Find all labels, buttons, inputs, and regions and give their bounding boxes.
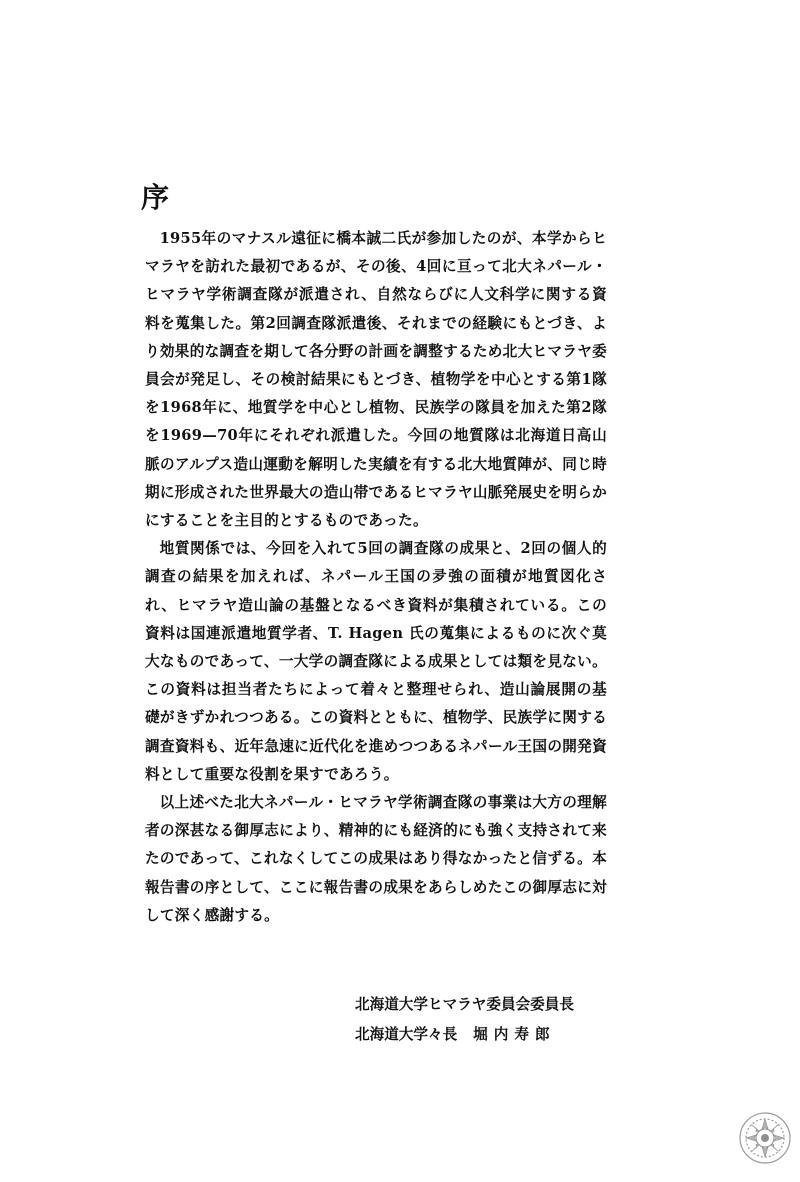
preface-body bbox=[145, 225, 607, 930]
signature-name: 堀内寿郎 bbox=[473, 1026, 556, 1043]
paragraph-3: 以上述べた北大ネパール・ヒマラヤ学術調査隊の事業は大方の理解者の深甚なる御厚志により、精神的にも経済的にも強く支持されて来たのであって、これなくしてこの成果はあり得なかったと信ずる。本報告書の序として、ここに報告書の成果をあらしめたこの御厚志に対して深く感謝する。 bbox=[145, 794, 607, 924]
page-title: 序 bbox=[141, 181, 172, 214]
signature-block bbox=[355, 990, 615, 1050]
signature-committee-title: 北海道大学ヒマラヤ委員会委員長 bbox=[355, 996, 574, 1013]
paragraph-1: 1955年のマナスル遠征に橋本誠二氏が参加したのが、本学からヒマラヤを訪れた最初であるが、その後、4回に亘って北大ネパール・ヒマラヤ学術調査隊が派遣され、自然ならびに人文科学に関する資料を蒐集した。第2回調査隊派遣後、それまでの経験にもとづき、より効果的な調査を期して各分野の計画を調整するため北大ヒマラヤ委員会が発足し、その検討結果にもとづき、植物学を中心とする第1隊を1968年に、地質学を中心とし植物、民族学の隊員を加えた第2隊を1969—70年にそれぞれ派遣した。今回の地質隊は北海道日高山脈のアルプス造山運動を解明した実績を有する北大地質陣が、同じ時期に形成された世界最大の造山帯であるヒマラヤ山脈発展史を明らかにすることを主目的とするものであった。 bbox=[145, 230, 607, 530]
signature-president-line bbox=[355, 1020, 615, 1050]
paragraph-2: 地質関係では、今回を入れて5回の調査隊の成果と、2回の個人的調査の結果を加えれば、ネパール王国の夛強の面積が地質図化され、ヒマラヤ造山論の基盤となるべき資料が集積されている。この資料は国連派遣地質学者、T. Hagen 氏の蒐集によるものに次ぐ莫大なものであって、一大学の調査隊による成果としては類を見ない。この資料は担当者たちによって着々と整理せられ、造山論展開の基礎がきずかれつつある。この資料とともに、植物学、民族学に関する調査資料も、近年急速に近代化を進めつつあるネパール王国の開発資料として重要な役割を果すであろう。 bbox=[145, 540, 607, 783]
university-crest-seal-icon bbox=[737, 1108, 793, 1168]
signature-president-title: 北海道大学々長 bbox=[355, 1026, 458, 1043]
